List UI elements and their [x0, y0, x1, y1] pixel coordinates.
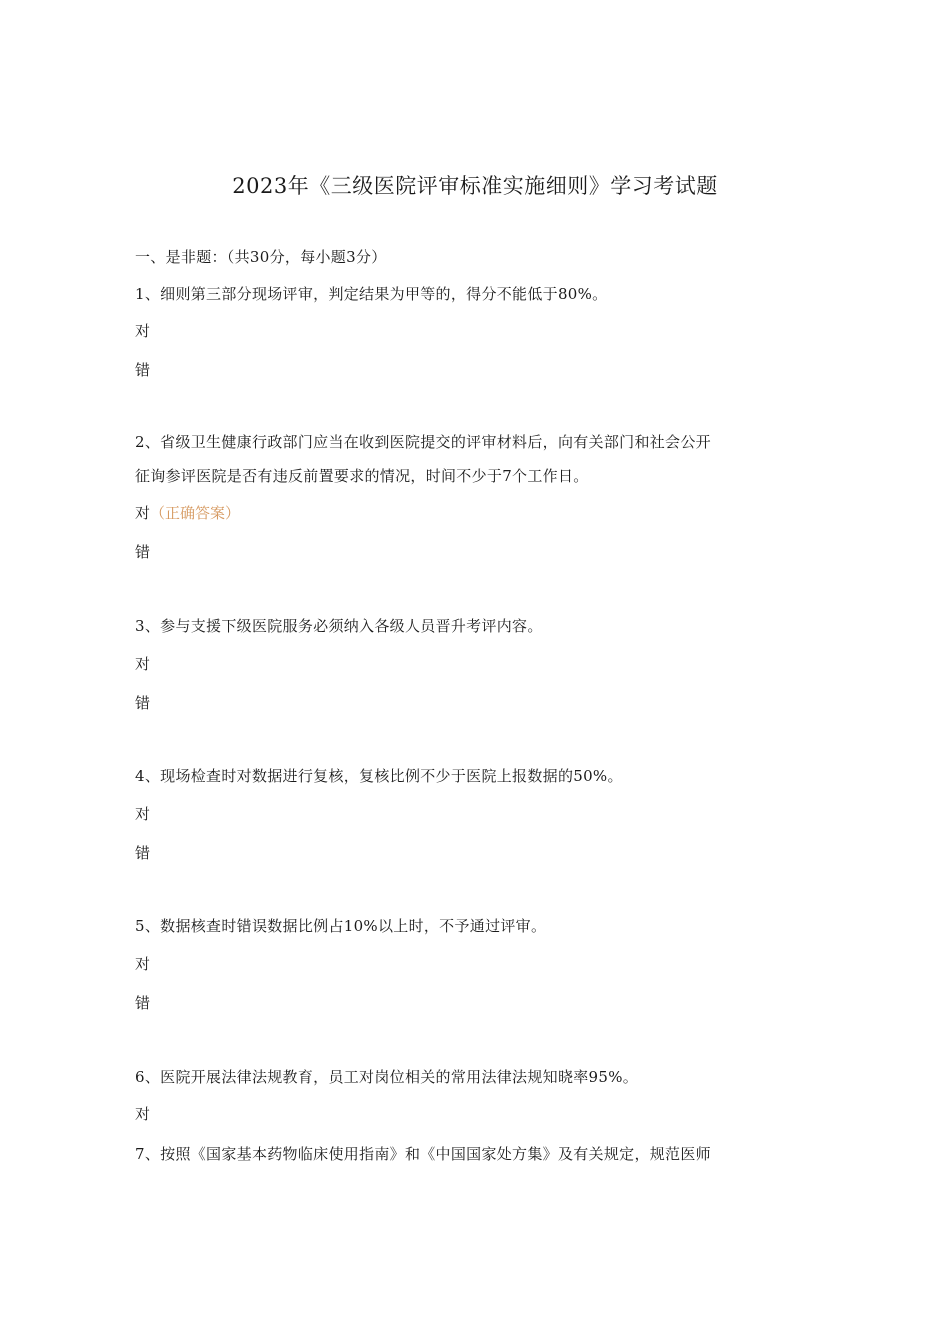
question-1-option-false[interactable]: 错 — [135, 361, 151, 379]
section-heading: 一、是非题：（共30分，每小题3分） — [135, 248, 387, 266]
question-5-option-true[interactable]: 对 — [135, 955, 151, 973]
question-5-text: 5、数据核查时错误数据比例占10%以上时，不予通过评审。 — [135, 917, 547, 935]
question-1-text: 1、细则第三部分现场评审，判定结果为甲等的，得分不能低于80%。 — [135, 285, 608, 303]
question-4-option-false[interactable]: 错 — [135, 844, 151, 862]
question-3-option-false[interactable]: 错 — [135, 694, 151, 712]
question-6-option-true[interactable]: 对 — [135, 1105, 151, 1123]
question-6-text: 6、医院开展法律法规教育，员工对岗位相关的常用法律法规知晓率95%。 — [135, 1068, 639, 1086]
question-2-option-true-label: 对 — [135, 504, 151, 522]
question-1-option-true[interactable]: 对 — [135, 322, 151, 340]
question-4-text: 4、现场检查时对数据进行复核，复核比例不少于医院上报数据的50%。 — [135, 767, 623, 785]
question-2-option-false[interactable]: 错 — [135, 543, 151, 561]
question-2-text-line-1: 2、省级卫生健康行政部门应当在收到医院提交的评审材料后，向有关部门和社会公开 — [135, 433, 711, 451]
question-5-option-false[interactable]: 错 — [135, 994, 151, 1012]
question-4-option-true[interactable]: 对 — [135, 805, 151, 823]
question-3-text: 3、参与支援下级医院服务必须纳入各级人员晋升考评内容。 — [135, 617, 543, 635]
question-7-text: 7、按照《国家基本药物临床使用指南》和《中国国家处方集》及有关规定，规范医师 — [135, 1145, 711, 1163]
correct-answer-note: （正确答案） — [150, 504, 241, 522]
page-title: 2023年《三级医院评审标准实施细则》学习考试题 — [232, 174, 718, 198]
question-2-option-true[interactable] — [135, 502, 240, 523]
question-2-text-line-2: 征询参评医院是否有违反前置要求的情况，时间不少于7个工作日。 — [135, 467, 589, 485]
question-3-option-true[interactable]: 对 — [135, 655, 151, 673]
